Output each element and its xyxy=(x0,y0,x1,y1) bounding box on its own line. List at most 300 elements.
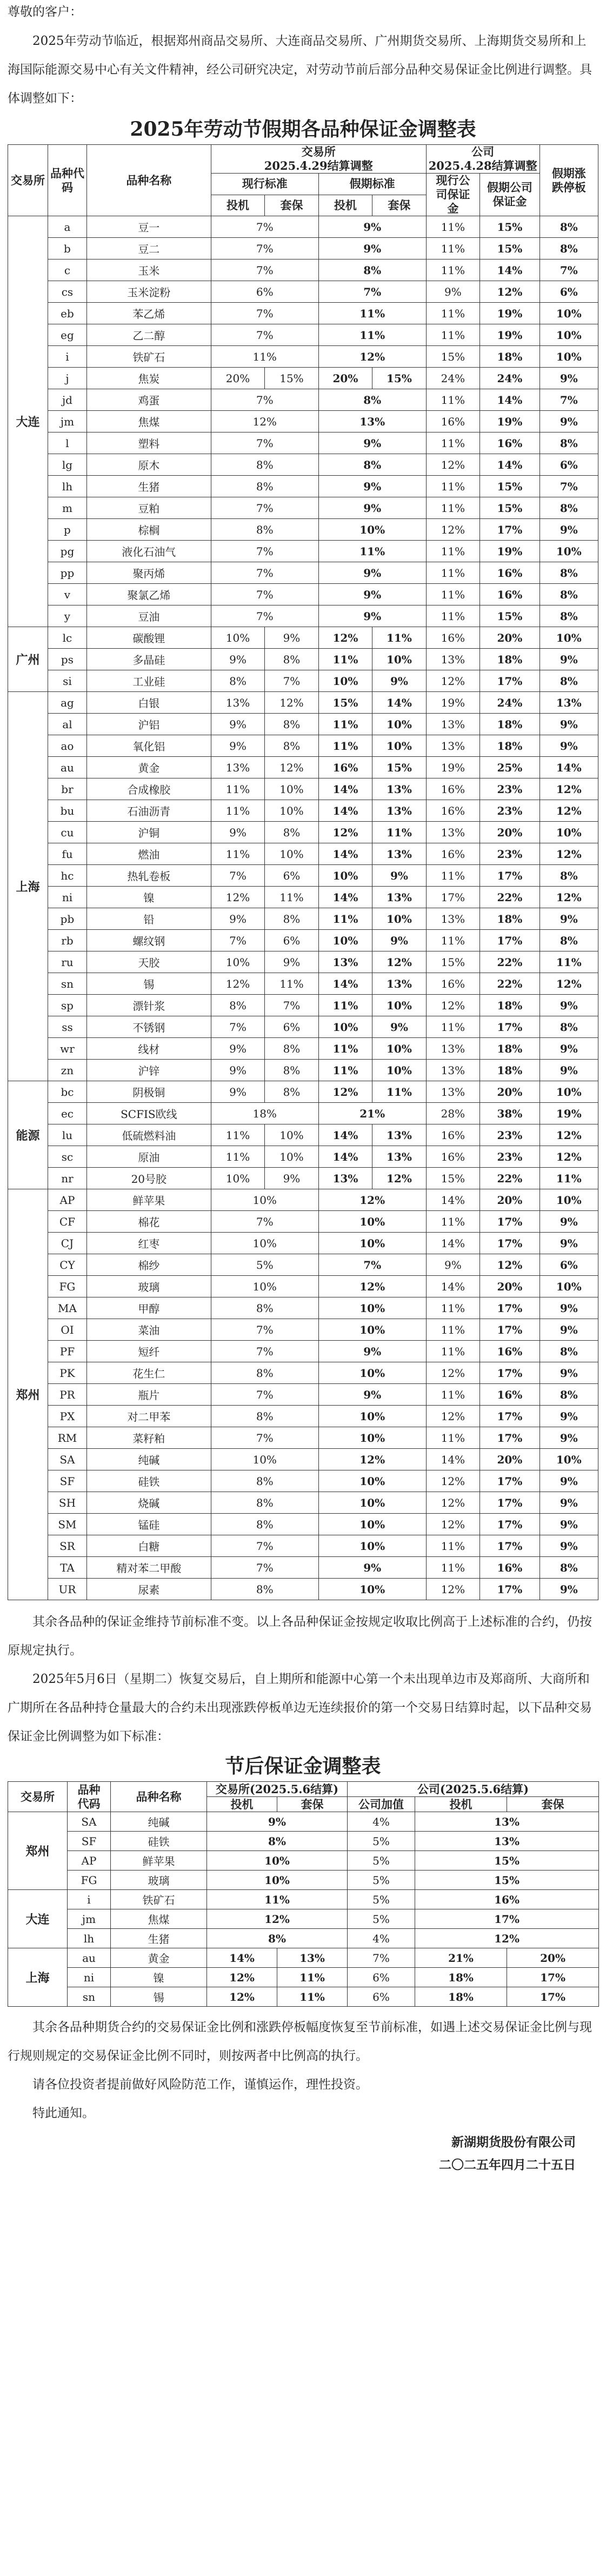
current-standard-cell: 8% xyxy=(211,519,318,541)
company-holiday-cell: 19% xyxy=(480,541,540,562)
price-limit-cell: 7% xyxy=(540,476,598,497)
table-row xyxy=(8,843,598,865)
current-standard-cell: 8% xyxy=(211,1579,318,1600)
company-holiday-cell: 14% xyxy=(480,389,540,411)
name-cell: 精对苯二甲酸 xyxy=(86,1557,211,1579)
current-spec-cell: 7% xyxy=(211,1016,264,1038)
table-row xyxy=(8,973,598,995)
current-spec-cell: 9% xyxy=(211,714,264,735)
current-spec-cell: 10% xyxy=(211,1168,264,1189)
table-row xyxy=(8,1579,598,1600)
current-standard-cell: 8% xyxy=(211,1514,318,1535)
name-cell: 棉花 xyxy=(86,1211,211,1233)
company-current-cell: 11% xyxy=(426,324,480,346)
holiday-hedge-cell: 9% xyxy=(372,930,427,951)
code-cell: ec xyxy=(48,1103,87,1124)
holiday-standard-cell: 9% xyxy=(318,1557,426,1579)
header-holiday-standard: 假期标准 xyxy=(318,174,426,195)
holiday-spec-cell: 11% xyxy=(318,995,372,1016)
header-name: 品种名称 xyxy=(86,145,211,216)
holiday-hedge-cell: 10% xyxy=(372,735,427,757)
price-limit-cell: 8% xyxy=(540,1557,598,1579)
company-add-cell: 4% xyxy=(348,1929,415,1948)
company-current-cell: 28% xyxy=(426,1103,480,1124)
current-standard-cell: 8% xyxy=(211,476,318,497)
table-row xyxy=(8,692,598,714)
holiday-standard-cell: 12% xyxy=(318,1449,426,1470)
company-holiday-cell: 20% xyxy=(480,1081,540,1103)
table-row xyxy=(8,324,598,346)
holiday-hedge-cell: 13% xyxy=(372,778,427,800)
header-current-hedge: 套保 xyxy=(265,195,318,216)
exchange-hedge-cell: 11% xyxy=(277,1987,348,2007)
company-holiday-cell: 14% xyxy=(480,259,540,281)
company-holiday-cell: 17% xyxy=(480,1297,540,1319)
table-row xyxy=(8,303,598,324)
name-cell: 锰硅 xyxy=(86,1514,211,1535)
company-current-cell: 12% xyxy=(426,670,480,692)
company-holiday-cell: 18% xyxy=(480,1038,540,1060)
table-row xyxy=(8,411,598,432)
company-holiday-cell: 17% xyxy=(480,930,540,951)
holiday-hedge-cell: 11% xyxy=(372,627,427,649)
table-row xyxy=(8,735,598,757)
holiday-standard-cell: 10% xyxy=(318,519,426,541)
table-row xyxy=(8,887,598,908)
code-cell: sp xyxy=(48,995,87,1016)
name-cell: 合成橡胶 xyxy=(86,778,211,800)
company-holiday-cell: 17% xyxy=(480,1016,540,1038)
price-limit-cell: 19% xyxy=(540,1103,598,1124)
name-cell: 碳酸锂 xyxy=(86,627,211,649)
company-holiday-cell: 17% xyxy=(480,1470,540,1492)
current-standard-cell: 8% xyxy=(211,1297,318,1319)
code-cell: m xyxy=(48,497,87,519)
company-holiday-cell: 18% xyxy=(480,908,540,930)
exchange-cell: 上海 xyxy=(8,1948,68,2007)
company-holiday-cell: 20% xyxy=(480,822,540,843)
price-limit-cell: 9% xyxy=(540,1060,598,1081)
company-hedge-cell: 17% xyxy=(507,1968,599,1987)
holiday-standard-cell: 8% xyxy=(318,454,426,476)
exchange-hedge-cell: 11% xyxy=(277,1968,348,1987)
table-row xyxy=(8,238,598,259)
table-row xyxy=(8,1319,598,1341)
header-company-holiday: 假期公司保证金 xyxy=(480,174,540,216)
name-cell: 对二甲苯 xyxy=(86,1406,211,1427)
code-cell: eb xyxy=(48,303,87,324)
holiday-standard-cell: 12% xyxy=(318,1276,426,1297)
holiday-hedge-cell: 15% xyxy=(372,757,427,778)
company-holiday-cell: 17% xyxy=(480,1406,540,1427)
code-cell: ni xyxy=(68,1968,111,1987)
holiday-standard-cell: 9% xyxy=(318,497,426,519)
holiday-standard-cell: 10% xyxy=(318,1319,426,1341)
current-hedge-cell: 9% xyxy=(265,627,318,649)
price-limit-cell: 10% xyxy=(540,1276,598,1297)
post-holiday-margin-table xyxy=(8,1781,599,2007)
price-limit-cell: 9% xyxy=(540,1211,598,1233)
holiday-standard-cell: 10% xyxy=(318,1535,426,1557)
table-row xyxy=(8,432,598,454)
code-cell: SF xyxy=(48,1470,87,1492)
name-cell: 热轧卷板 xyxy=(86,865,211,887)
name-cell: 沪铜 xyxy=(86,822,211,843)
name-cell: 天胶 xyxy=(86,951,211,973)
exchange-margin-cell: 10% xyxy=(207,1871,348,1890)
company-current-cell: 19% xyxy=(426,757,480,778)
company-holiday-cell: 19% xyxy=(480,303,540,324)
price-limit-cell: 13% xyxy=(540,692,598,714)
code-cell: AP xyxy=(48,1189,87,1211)
table-row xyxy=(8,951,598,973)
company-current-cell: 14% xyxy=(426,1189,480,1211)
name-cell: 红枣 xyxy=(86,1233,211,1254)
holiday-standard-cell: 9% xyxy=(318,216,426,238)
price-limit-cell: 10% xyxy=(540,346,598,368)
company-current-cell: 11% xyxy=(426,930,480,951)
current-hedge-cell: 8% xyxy=(265,649,318,670)
company-holiday-cell: 15% xyxy=(480,216,540,238)
holiday-standard-cell: 9% xyxy=(318,605,426,627)
name-cell: 菜籽粕 xyxy=(86,1427,211,1449)
company-current-cell: 11% xyxy=(426,865,480,887)
name-cell: 白银 xyxy=(86,692,211,714)
name-cell: 鲜苹果 xyxy=(111,1851,207,1871)
price-limit-cell: 10% xyxy=(540,541,598,562)
code-cell: ni xyxy=(48,887,87,908)
holiday-hedge-cell: 10% xyxy=(372,1038,427,1060)
table-row xyxy=(8,1297,598,1319)
code-cell: bu xyxy=(48,800,87,822)
exchange-hedge-cell: 13% xyxy=(277,1948,348,1968)
price-limit-cell: 9% xyxy=(540,714,598,735)
company-current-cell: 15% xyxy=(426,951,480,973)
name-cell: 聚氯乙烯 xyxy=(86,584,211,605)
company-holiday-cell: 17% xyxy=(480,1579,540,1600)
company-add-cell: 5% xyxy=(348,1890,415,1909)
current-standard-cell: 10% xyxy=(211,1276,318,1297)
table-row xyxy=(8,1514,598,1535)
company-holiday-cell: 16% xyxy=(480,1557,540,1579)
name-cell: 锡 xyxy=(111,1987,207,2007)
holiday-standard-cell: 9% xyxy=(318,238,426,259)
price-limit-cell: 9% xyxy=(540,1362,598,1384)
holiday-hedge-cell: 10% xyxy=(372,649,427,670)
holiday-standard-cell: 10% xyxy=(318,1427,426,1449)
t2-header-hedge: 套保 xyxy=(277,1797,348,1812)
company-holiday-cell: 18% xyxy=(480,714,540,735)
table-row xyxy=(8,822,598,843)
holiday-spec-cell: 15% xyxy=(318,692,372,714)
current-hedge-cell: 9% xyxy=(265,951,318,973)
holiday-hedge-cell: 10% xyxy=(372,1060,427,1081)
holiday-standard-cell: 10% xyxy=(318,1470,426,1492)
name-cell: 多晶硅 xyxy=(86,649,211,670)
exchange-spec-cell: 12% xyxy=(207,1968,277,1987)
table-row xyxy=(8,584,598,605)
current-hedge-cell: 8% xyxy=(265,714,318,735)
price-limit-cell: 12% xyxy=(540,778,598,800)
current-spec-cell: 13% xyxy=(211,692,264,714)
holiday-standard-cell: 11% xyxy=(318,303,426,324)
exchange-spec-cell: 14% xyxy=(207,1948,277,1968)
company-current-cell: 13% xyxy=(426,735,480,757)
price-limit-cell: 9% xyxy=(540,1297,598,1319)
company-current-cell: 12% xyxy=(426,519,480,541)
holiday-standard-cell: 9% xyxy=(318,476,426,497)
current-standard-cell: 8% xyxy=(211,1470,318,1492)
holiday-spec-cell: 14% xyxy=(318,973,372,995)
code-cell: l xyxy=(48,432,87,454)
exchange-margin-cell: 12% xyxy=(207,1909,348,1929)
t2-header-company-group: 公司(2025.5.6结算) xyxy=(348,1782,599,1797)
company-current-cell: 12% xyxy=(426,1514,480,1535)
company-current-cell: 15% xyxy=(426,1168,480,1189)
name-cell: 铁矿石 xyxy=(86,346,211,368)
company-current-cell: 13% xyxy=(426,1038,480,1060)
end-paragraph-2: 请各位投资者提前做好风险防范工作，谨慎运作，理性投资。 xyxy=(32,2078,368,2092)
table-row xyxy=(8,389,598,411)
company-holiday-cell: 17% xyxy=(480,1211,540,1233)
current-spec-cell: 9% xyxy=(211,1081,264,1103)
name-cell: 烧碱 xyxy=(86,1492,211,1514)
table-row xyxy=(8,1909,599,1929)
current-hedge-cell: 10% xyxy=(265,1124,318,1146)
name-cell: 鸡蛋 xyxy=(86,389,211,411)
name-cell: 玉米淀粉 xyxy=(86,281,211,303)
current-standard-cell: 10% xyxy=(211,1189,318,1211)
company-current-cell: 16% xyxy=(426,627,480,649)
code-cell: cu xyxy=(48,822,87,843)
table-row xyxy=(8,1470,598,1492)
holiday-hedge-cell: 12% xyxy=(372,951,427,973)
holiday-spec-cell: 11% xyxy=(318,649,372,670)
code-cell: FG xyxy=(68,1871,111,1890)
price-limit-cell: 9% xyxy=(540,1514,598,1535)
price-limit-cell: 6% xyxy=(540,281,598,303)
company-current-cell: 11% xyxy=(426,303,480,324)
company-current-cell: 17% xyxy=(426,887,480,908)
company-holiday-cell: 16% xyxy=(480,562,540,584)
price-limit-cell: 8% xyxy=(540,605,598,627)
price-limit-cell: 8% xyxy=(540,670,598,692)
table-row xyxy=(8,1233,598,1254)
current-standard-cell: 8% xyxy=(211,454,318,476)
holiday-spec-cell: 11% xyxy=(318,714,372,735)
holiday-spec-cell: 10% xyxy=(318,865,372,887)
table-row xyxy=(8,1211,598,1233)
company-current-cell: 12% xyxy=(426,1406,480,1427)
price-limit-cell: 6% xyxy=(540,454,598,476)
exchange-margin-cell: 10% xyxy=(207,1851,348,1871)
company-current-cell: 11% xyxy=(426,1319,480,1341)
current-standard-cell: 7% xyxy=(211,541,318,562)
current-spec-cell: 11% xyxy=(211,778,264,800)
company-current-cell: 13% xyxy=(426,714,480,735)
code-cell: lh xyxy=(68,1929,111,1948)
company-current-cell: 11% xyxy=(426,389,480,411)
current-standard-cell: 6% xyxy=(211,281,318,303)
price-limit-cell: 12% xyxy=(540,1146,598,1168)
company-current-cell: 14% xyxy=(426,1233,480,1254)
intro-paragraph: 2025年劳动节临近，根据郑州商品交易所、大连商品交易所、广州期货交易所、上海期货交易所和上海国际能源交易中心有关文件精神，经公司研究决定，对劳动节前后部分品种交易保证金比例进行调整。具体调整如下： xyxy=(8,34,592,105)
company-holiday-cell: 24% xyxy=(480,368,540,389)
company-current-cell: 12% xyxy=(426,1470,480,1492)
table-row xyxy=(8,1038,598,1060)
company-holiday-cell: 23% xyxy=(480,843,540,865)
exchange-margin-cell: 8% xyxy=(207,1832,348,1851)
company-current-cell: 16% xyxy=(426,778,480,800)
price-limit-cell: 12% xyxy=(540,800,598,822)
post-holiday-table-title: 节后保证金调整表 xyxy=(225,1755,381,1778)
holiday-spec-cell: 16% xyxy=(318,757,372,778)
table-row xyxy=(8,541,598,562)
current-spec-cell: 9% xyxy=(211,1060,264,1081)
company-holiday-cell: 16% xyxy=(480,1384,540,1406)
holiday-hedge-cell: 13% xyxy=(372,843,427,865)
current-standard-cell: 7% xyxy=(211,238,318,259)
holiday-standard-cell: 10% xyxy=(318,1233,426,1254)
current-spec-cell: 11% xyxy=(211,1124,264,1146)
holiday-standard-cell: 9% xyxy=(318,584,426,605)
price-limit-cell: 8% xyxy=(540,1016,598,1038)
price-limit-cell: 9% xyxy=(540,1233,598,1254)
company-holiday-cell: 17% xyxy=(480,670,540,692)
current-standard-cell: 7% xyxy=(211,1535,318,1557)
code-cell: CJ xyxy=(48,1233,87,1254)
code-cell: wr xyxy=(48,1038,87,1060)
company-add-cell: 5% xyxy=(348,1909,415,1929)
table-row xyxy=(8,1341,598,1362)
price-limit-cell: 10% xyxy=(540,324,598,346)
code-cell: TA xyxy=(48,1557,87,1579)
company-holiday-cell: 17% xyxy=(480,1492,540,1514)
company-current-cell: 11% xyxy=(426,1341,480,1362)
current-standard-cell: 7% xyxy=(211,259,318,281)
holiday-standard-cell: 21% xyxy=(318,1103,426,1124)
name-cell: 豆粕 xyxy=(86,497,211,519)
table-row xyxy=(8,1968,599,1987)
name-cell: 棕榈 xyxy=(86,519,211,541)
company-add-cell: 5% xyxy=(348,1871,415,1890)
holiday-spec-cell: 14% xyxy=(318,1146,372,1168)
table-row xyxy=(8,216,598,238)
table-row xyxy=(8,346,598,368)
table-row xyxy=(8,1427,598,1449)
holiday-standard-cell: 13% xyxy=(318,411,426,432)
name-cell: 镍 xyxy=(111,1968,207,1987)
company-holiday-cell: 15% xyxy=(480,497,540,519)
holiday-spec-cell: 14% xyxy=(318,800,372,822)
name-cell: 石油沥青 xyxy=(86,800,211,822)
current-standard-cell: 7% xyxy=(211,216,318,238)
company-current-cell: 11% xyxy=(426,1535,480,1557)
current-hedge-cell: 7% xyxy=(265,670,318,692)
price-limit-cell: 10% xyxy=(540,1449,598,1470)
current-hedge-cell: 9% xyxy=(265,1168,318,1189)
name-cell: 线材 xyxy=(86,1038,211,1060)
table-row xyxy=(8,670,598,692)
company-holiday-cell: 23% xyxy=(480,1146,540,1168)
company-hedge-cell: 20% xyxy=(507,1948,599,1968)
price-limit-cell: 10% xyxy=(540,303,598,324)
current-standard-cell: 7% xyxy=(211,584,318,605)
holiday-spec-cell: 13% xyxy=(318,1168,372,1189)
name-cell: 漂针浆 xyxy=(86,995,211,1016)
company-holiday-cell: 15% xyxy=(480,476,540,497)
post-holiday-table-body xyxy=(8,1812,599,2007)
price-limit-cell: 9% xyxy=(540,995,598,1016)
company-current-cell: 11% xyxy=(426,562,480,584)
company-current-cell: 12% xyxy=(426,1579,480,1600)
mid-paragraph-1: 其余各品种的保证金维持节前标准不变。以上各品种保证金按规定收取比例高于上述标准的合约，仍按原规定执行。 xyxy=(8,1615,592,1658)
t2-header-exchange-group: 交易所(2025.5.6结算) xyxy=(207,1782,348,1797)
code-cell: bc xyxy=(48,1081,87,1103)
current-standard-cell: 11% xyxy=(211,346,318,368)
t2-header-company-add: 公司加值 xyxy=(348,1797,415,1812)
holiday-standard-cell: 9% xyxy=(318,562,426,584)
company-spec-cell: 21% xyxy=(415,1948,507,1968)
name-cell: 硅铁 xyxy=(86,1470,211,1492)
table-row xyxy=(8,1948,599,1968)
name-cell: 20号胶 xyxy=(86,1168,211,1189)
table-row xyxy=(8,1276,598,1297)
current-hedge-cell: 11% xyxy=(265,973,318,995)
company-holiday-cell: 18% xyxy=(480,1060,540,1081)
code-cell: y xyxy=(48,605,87,627)
name-cell: 硅铁 xyxy=(111,1832,207,1851)
current-spec-cell: 12% xyxy=(211,973,264,995)
price-limit-cell: 10% xyxy=(540,627,598,649)
name-cell: 生猪 xyxy=(111,1929,207,1948)
company-current-cell: 11% xyxy=(426,497,480,519)
company-current-cell: 11% xyxy=(426,1557,480,1579)
table-row xyxy=(8,605,598,627)
code-cell: pp xyxy=(48,562,87,584)
current-hedge-cell: 6% xyxy=(265,865,318,887)
name-cell: 乙二醇 xyxy=(86,324,211,346)
exchange-cell: 大连 xyxy=(8,1890,68,1948)
price-limit-cell: 8% xyxy=(540,238,598,259)
company-current-cell: 11% xyxy=(426,1384,480,1406)
price-limit-cell: 10% xyxy=(540,822,598,843)
signature-company: 新湖期货股份有限公司 xyxy=(451,2135,576,2149)
current-hedge-cell: 10% xyxy=(265,1146,318,1168)
company-margin-cell: 16% xyxy=(415,1890,599,1909)
company-holiday-cell: 20% xyxy=(480,1189,540,1211)
name-cell: 花生仁 xyxy=(86,1362,211,1384)
table-row xyxy=(8,649,598,670)
t2-header-exchange: 交易所 xyxy=(8,1782,68,1812)
price-limit-cell: 9% xyxy=(540,1038,598,1060)
table-row xyxy=(8,757,598,778)
code-cell: au xyxy=(48,757,87,778)
code-cell: SH xyxy=(48,1492,87,1514)
table-row xyxy=(8,1124,598,1146)
holiday-hedge-cell: 11% xyxy=(372,822,427,843)
company-holiday-cell: 24% xyxy=(480,692,540,714)
code-cell: CY xyxy=(48,1254,87,1276)
current-standard-cell: 18% xyxy=(211,1103,318,1124)
current-hedge-cell: 11% xyxy=(265,887,318,908)
holiday-hedge-cell: 13% xyxy=(372,887,427,908)
company-holiday-cell: 25% xyxy=(480,757,540,778)
price-limit-cell: 8% xyxy=(540,865,598,887)
code-cell: ss xyxy=(48,1016,87,1038)
company-holiday-cell: 19% xyxy=(480,411,540,432)
table-row xyxy=(8,865,598,887)
